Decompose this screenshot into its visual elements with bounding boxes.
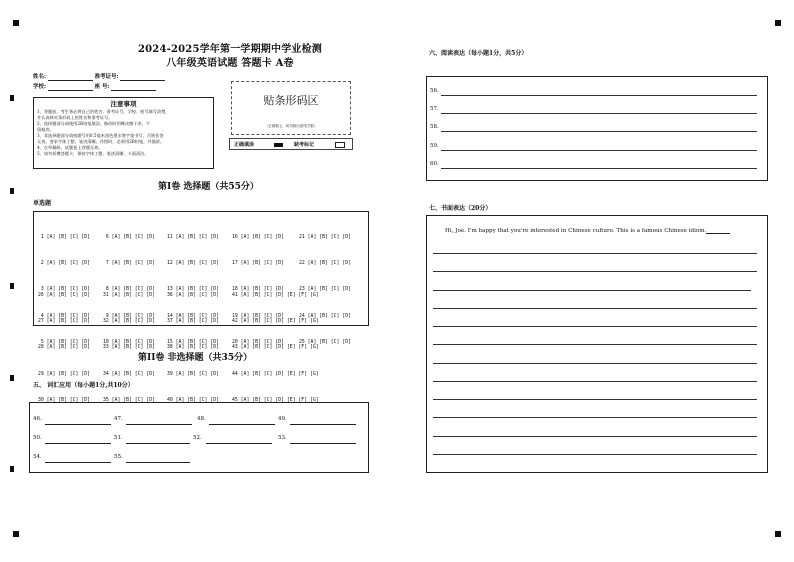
q49-field[interactable] xyxy=(290,417,356,425)
answer-row[interactable]: 9 [A] [B] [C] [D] xyxy=(103,313,155,319)
writing-line[interactable] xyxy=(433,454,757,455)
writing-prompt-text: Hi, Joe. I'm happy that you're interested in Chinese culture. This is a famous Chinese idiom. xyxy=(445,228,707,234)
writing-line[interactable] xyxy=(433,290,751,291)
q59-line[interactable] xyxy=(441,150,757,151)
answer-row[interactable]: 14 [A] [B] [C] [D] xyxy=(167,313,219,319)
writing-line[interactable] xyxy=(433,399,757,400)
registration-mark xyxy=(10,95,14,101)
answer-row[interactable]: 41 [A] [B] [C] [D] [E] [F] [G] xyxy=(232,292,319,298)
q59-label: 59. xyxy=(430,143,439,149)
registration-mark xyxy=(10,188,14,194)
registration-mark xyxy=(775,20,781,26)
correct-fill-label: 正确填涂 xyxy=(234,142,255,148)
answer-row[interactable]: 4 [A] [B] [C] [D] xyxy=(38,313,90,319)
writing-line[interactable] xyxy=(433,363,757,364)
writing-line[interactable] xyxy=(433,271,757,272)
q53-field[interactable] xyxy=(290,436,356,444)
q57-line[interactable] xyxy=(441,113,757,114)
answer-row[interactable]: 24 [A] [B] [C] [D] xyxy=(299,313,351,319)
q52-field[interactable] xyxy=(206,436,272,444)
q47-label: 47. xyxy=(114,416,123,422)
absent-label: 缺考标记 xyxy=(294,142,315,148)
registration-mark xyxy=(13,531,19,537)
notice-item: 留痕迹。 xyxy=(37,127,54,132)
answer-row[interactable]: 28 [A] [B] [C] [D] xyxy=(38,345,90,351)
q53-label: 53. xyxy=(278,435,287,441)
answer-row[interactable]: 10 [A] [B] [C] [D] xyxy=(103,340,155,346)
answer-row[interactable]: 19 [A] [B] [C] [D] xyxy=(232,313,284,319)
q52-label: 52. xyxy=(193,435,202,441)
answer-row[interactable]: 39 [A] [B] [C] [D] xyxy=(167,371,219,377)
answer-row[interactable]: 32 [A] [B] [C] [D] xyxy=(103,318,155,324)
q57-label: 57. xyxy=(430,106,439,112)
answer-row[interactable]: 17 [A] [B] [C] [D] xyxy=(232,260,284,266)
writing-line[interactable] xyxy=(433,308,757,309)
registration-mark xyxy=(775,531,781,537)
registration-mark xyxy=(13,20,19,26)
answer-row[interactable]: 38 [A] [B] [C] [D] xyxy=(167,345,219,351)
part1-title: 第I卷 选择题（共55分） xyxy=(158,182,259,192)
writing-line[interactable] xyxy=(433,344,757,345)
q47-field[interactable] xyxy=(126,417,192,425)
answer-row[interactable]: 29 [A] [B] [C] [D] xyxy=(38,371,90,377)
answer-row[interactable]: 43 [A] [B] [C] [D] [E] [F] [G] xyxy=(232,345,319,351)
seat-label: 座 号: xyxy=(94,84,110,90)
answer-row[interactable]: 37 [A] [B] [C] [D] xyxy=(167,318,219,324)
notice-item: 2、选择题部分请使用2B铅笔填涂，修改时用橡皮擦干净，不 xyxy=(37,121,151,126)
answer-row[interactable]: 5 [A] [B] [C] [D] xyxy=(38,340,90,346)
q51-field[interactable] xyxy=(126,436,190,444)
notice-item: 1、答题前，考生务必将自己的姓名、准考证号、学校、座号填写清楚， xyxy=(37,109,170,114)
part2-title: 第II卷 非选择题（共35分） xyxy=(138,353,253,363)
answer-row[interactable]: 22 [A] [B] [C] [D] xyxy=(299,260,351,266)
registration-mark xyxy=(10,283,14,289)
correct-fill-mark xyxy=(274,143,283,147)
answer-row[interactable]: 35 [A] [B] [C] [D] xyxy=(103,398,155,404)
barcode-title: 贴条形码区 xyxy=(263,94,319,107)
notice-item: 无效。要求字体工整、笔迹清晰。作图时，必须用2B铅笔，并描浓。 xyxy=(37,139,165,144)
q56-label: 56. xyxy=(430,88,439,94)
q55-label: 55. xyxy=(114,454,123,460)
school-label: 学校: xyxy=(33,84,47,90)
q60-label: 60. xyxy=(430,161,439,167)
writing-line[interactable] xyxy=(433,417,757,418)
section5-box xyxy=(29,402,369,473)
absent-checkbox[interactable] xyxy=(335,142,345,148)
fill-example-box xyxy=(229,138,353,150)
answer-row[interactable]: 27 [A] [B] [C] [D] xyxy=(38,318,90,324)
exam-subtitle: 八年级英语试题 答题卡 A卷 xyxy=(166,58,294,69)
name-label: 姓名: xyxy=(33,74,47,80)
q48-label: 48. xyxy=(197,416,206,422)
notice-item: 5、请勿折叠答题卡，保持字体工整、笔迹清晰、卡面清洁。 xyxy=(37,151,149,156)
q60-line[interactable] xyxy=(441,168,757,169)
registration-mark xyxy=(10,466,14,472)
notice-box xyxy=(33,97,214,169)
q54-label: 54. xyxy=(33,454,42,460)
section7-box xyxy=(426,215,768,473)
answer-row[interactable]: 23 [A] [B] [C] [D] xyxy=(299,287,351,293)
answer-row[interactable]: 2 [A] [B] [C] [D] xyxy=(38,260,90,266)
section6-box xyxy=(426,76,768,181)
q51-label: 51. xyxy=(114,435,123,441)
answer-row[interactable]: 16 [A] [B] [C] [D] xyxy=(232,234,284,240)
seat-field[interactable] xyxy=(111,83,156,91)
q50-field[interactable] xyxy=(45,436,111,444)
q58-label: 58. xyxy=(430,124,439,130)
answer-row[interactable]: 30 [A] [B] [C] [D] xyxy=(38,398,90,404)
answer-row[interactable]: 7 [A] [B] [C] [D] xyxy=(103,260,155,266)
answer-row[interactable]: 11 [A] [B] [C] [D] xyxy=(167,234,219,240)
notice-item: 4、在草稿纸、试题卷上答题无效。 xyxy=(37,145,103,150)
writing-line[interactable] xyxy=(433,326,757,327)
q56-line[interactable] xyxy=(441,95,757,96)
notice-heading: 注意事项 xyxy=(110,100,137,108)
answer-row[interactable]: 1 [A] [B] [C] [D] xyxy=(38,234,90,240)
answer-row[interactable]: 42 [A] [B] [C] [D] [E] [F] [G] xyxy=(232,318,319,324)
answer-row[interactable]: 44 [A] [B] [C] [D] [E] [F] [G] xyxy=(232,371,319,377)
answer-row[interactable]: 45 [A] [B] [C] [D] [E] [F] [G] xyxy=(232,398,319,404)
answer-row[interactable]: 40 [A] [B] [C] [D] xyxy=(167,398,219,404)
q54-field[interactable] xyxy=(45,455,111,463)
exam-no-field[interactable] xyxy=(120,73,165,81)
answer-row[interactable]: 33 [A] [B] [C] [D] xyxy=(103,345,155,351)
writing-prompt xyxy=(445,228,730,234)
answer-row[interactable]: 12 [A] [B] [C] [D] xyxy=(167,260,219,266)
answer-row[interactable]: 15 [A] [B] [C] [D] xyxy=(167,340,219,346)
answer-row[interactable]: 3 [A] [B] [C] [D] xyxy=(38,287,90,293)
answer-row[interactable]: 20 [A] [B] [C] [D] xyxy=(232,340,284,346)
answer-row[interactable]: 21 [A] [B] [C] [D] xyxy=(299,234,351,240)
notice-item: 并认真核对条形码上的姓名和准考证号。 xyxy=(37,115,113,120)
writing-line[interactable] xyxy=(433,436,757,437)
q58-line[interactable] xyxy=(441,131,757,132)
school-field[interactable] xyxy=(48,83,93,91)
answer-row[interactable]: 18 [A] [B] [C] [D] xyxy=(232,287,284,293)
part1-subtitle: 单选题 xyxy=(33,200,52,207)
barcode-hint: （正面朝上，切勿贴出虚线方框） xyxy=(264,124,318,128)
q46-field[interactable] xyxy=(45,417,111,425)
idiom-blank[interactable] xyxy=(706,228,730,234)
answer-row[interactable]: 34 [A] [B] [C] [D] xyxy=(103,371,155,377)
barcode-area xyxy=(231,81,351,135)
section7-title: 七、书面表达（20分） xyxy=(429,205,492,212)
answer-row[interactable]: 6 [A] [B] [C] [D] xyxy=(103,234,155,240)
answer-row[interactable]: 36 [A] [B] [C] [D] xyxy=(167,292,219,298)
answer-row[interactable]: 8 [A] [B] [C] [D] xyxy=(103,287,155,293)
q46-label: 46. xyxy=(33,416,42,422)
q55-field[interactable] xyxy=(126,455,190,463)
registration-mark xyxy=(10,375,14,381)
exam-title: 2024-2025学年第一学期期中学业检测 xyxy=(137,44,322,55)
q49-label: 49. xyxy=(278,416,287,422)
name-field[interactable] xyxy=(48,73,93,81)
answer-row[interactable]: 13 [A] [B] [C] [D] xyxy=(167,287,219,293)
writing-line[interactable] xyxy=(433,381,757,382)
answer-row[interactable]: 25 [A] [B] [C] [D] xyxy=(299,340,351,346)
exam-no-label: 准考证号: xyxy=(94,74,119,80)
q48-field[interactable] xyxy=(209,417,275,425)
student-info xyxy=(33,73,213,93)
answer-row[interactable]: 31 [A] [B] [C] [D] xyxy=(103,292,155,298)
section5-title: 五、 词汇应用（每小题1分,共10分） xyxy=(33,382,134,389)
writing-line[interactable] xyxy=(433,253,757,254)
answer-row[interactable]: 26 [A] [B] [C] [D] xyxy=(38,292,90,298)
notice-item: 3、非选择题部分请按题号用0.5毫米黑色墨水签字笔书写，否则作答 xyxy=(37,133,164,138)
q50-label: 50. xyxy=(33,435,42,441)
section6-title: 六、阅读表达（每小题1分，共5分） xyxy=(429,50,528,57)
